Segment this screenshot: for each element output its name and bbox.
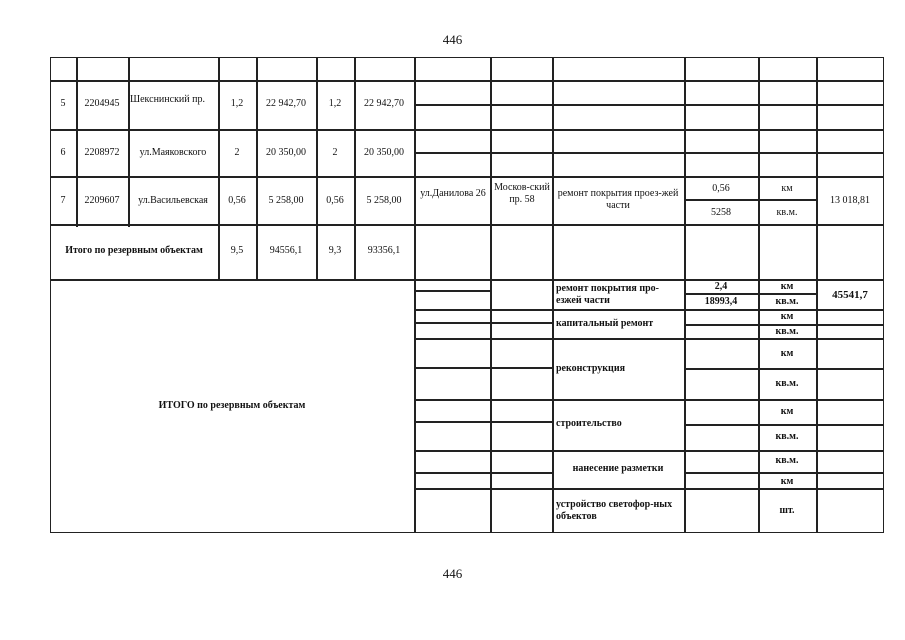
unit-sqm: кв.м. xyxy=(776,207,798,218)
value-b: 5 258,00 xyxy=(268,195,304,206)
unit-pieces: шт. xyxy=(779,505,795,516)
page-number-top: 446 xyxy=(442,32,463,47)
value-c: 0,56 xyxy=(326,195,344,206)
grand-total-value: 45541,7 xyxy=(832,289,868,301)
work-type: ремонт покрытия проез-жей части xyxy=(557,188,679,211)
street-name: ул.Маяковского xyxy=(139,147,207,158)
work-reconstruction: реконструкция xyxy=(556,363,625,374)
unit-sqm: кв.м. xyxy=(775,326,799,337)
row-total: 13 018,81 xyxy=(830,195,870,206)
row-number: 6 xyxy=(60,147,66,158)
unit-sqm: кв.м. xyxy=(775,431,799,442)
work-capital-repair: капитальный ремонт xyxy=(556,318,654,329)
grand-total-label: ИТОГО по резервным объектам xyxy=(158,400,306,411)
subtotal-c: 9,3 xyxy=(328,245,342,256)
unit-sqm: кв.м. xyxy=(775,378,799,389)
section-to: Москов-ский пр. 58 xyxy=(494,182,550,205)
unit-km: км xyxy=(780,476,794,487)
work-road-marking: нанесение разметки xyxy=(572,463,664,474)
value-c: 1,2 xyxy=(328,98,342,109)
value-a: 1,2 xyxy=(230,98,244,109)
row-number: 5 xyxy=(60,98,66,109)
value-a: 2 xyxy=(234,147,240,158)
unit-sqm: кв.м. xyxy=(775,455,799,466)
value-c: 2 xyxy=(332,147,338,158)
object-code: 2209607 xyxy=(84,195,120,206)
unit-km: км xyxy=(780,281,794,292)
road-repair-km: 2,4 xyxy=(714,281,728,292)
row-number: 7 xyxy=(60,195,66,206)
unit-km: км xyxy=(780,406,794,417)
value-a: 0,56 xyxy=(228,195,246,206)
value-b: 22 942,70 xyxy=(266,98,306,109)
page-number-bottom: 446 xyxy=(442,566,463,581)
object-code: 2204945 xyxy=(84,98,120,109)
value-d: 20 350,00 xyxy=(364,147,404,158)
street-name: Шекснинский пр. xyxy=(130,94,205,105)
work-traffic-lights: устройство светофор-ных объектов xyxy=(556,499,673,522)
work-road-repair: ремонт покрытия про-езжей части xyxy=(556,283,659,306)
subtotal-label: Итого по резервным объектам xyxy=(65,245,203,256)
subtotal-a: 9,5 xyxy=(230,245,244,256)
value-d: 22 942,70 xyxy=(364,98,404,109)
object-code: 2208972 xyxy=(84,147,120,158)
street-name: ул.Васильевская xyxy=(138,195,208,206)
section-from: ул.Данилова 26 xyxy=(420,188,486,199)
road-repair-sqm: 18993,4 xyxy=(704,296,738,307)
unit-km: км xyxy=(780,311,794,322)
value-d: 5 258,00 xyxy=(366,195,402,206)
unit-km: км xyxy=(781,183,793,194)
unit-km: км xyxy=(780,348,794,359)
unit-sqm: кв.м. xyxy=(775,296,799,307)
area-sqm: 5258 xyxy=(711,207,731,218)
length-km: 0,56 xyxy=(712,183,730,194)
value-b: 20 350,00 xyxy=(266,147,306,158)
subtotal-d: 93356,1 xyxy=(367,245,401,256)
work-construction: строительство xyxy=(556,418,622,429)
subtotal-b: 94556,1 xyxy=(269,245,303,256)
